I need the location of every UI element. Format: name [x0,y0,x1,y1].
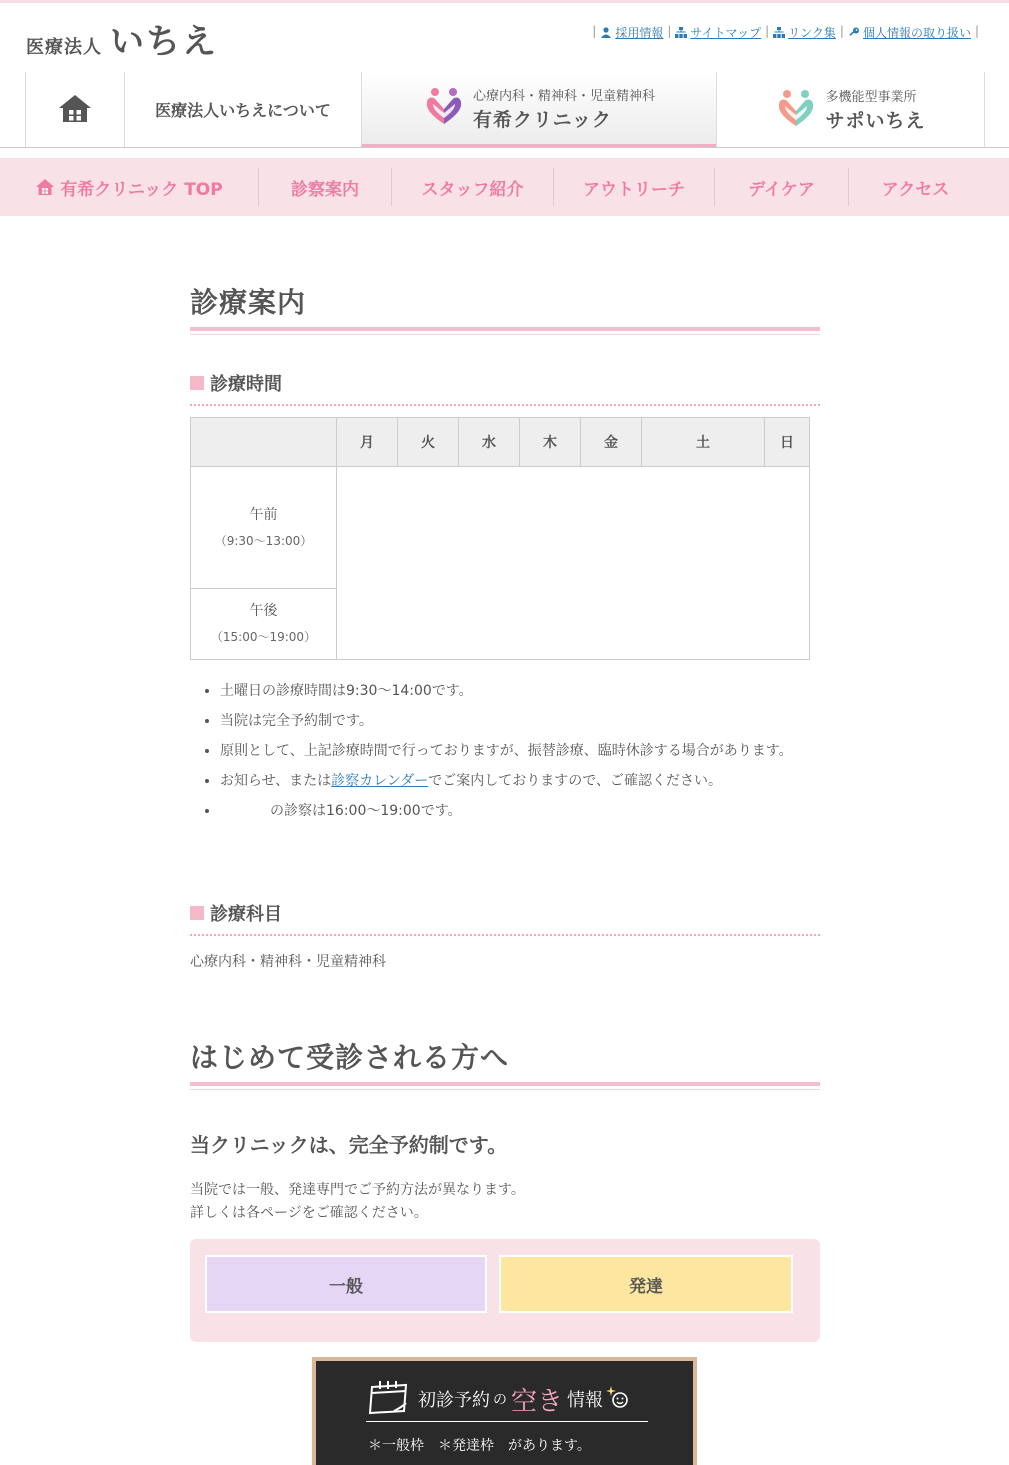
list-item: • 土曜日の診療時間は9:30〜14:00です。 [220,679,820,704]
hours-notes-list [190,679,820,829]
person-icon [600,27,612,38]
list-item: • の診察は16:00〜19:00です。 [220,799,820,824]
key-icon [848,27,860,38]
hours-table [190,417,810,660]
subnav-staff[interactable]: スタッフ紹介 [391,168,553,206]
logo-small-text: 医療法人 [26,37,102,58]
list-item: • 当院は完全予約制です。 [220,709,820,734]
day-header: 水 [459,418,520,467]
am-time: （9:30〜13:00） [214,533,313,548]
home-icon [58,93,92,127]
calendar-link[interactable]: 診察カレンダー [331,773,429,789]
general-reservation-button[interactable]: 一般 [205,1255,487,1313]
list-item: • お知らせ、または診察カレンダーでご案内しておりますので、ご確認ください。 [220,769,820,794]
day-header: 木 [520,418,581,467]
sparkle-smiley-icon [605,1384,631,1414]
subnav-guide[interactable]: 診察案内 [258,168,391,206]
availability-board-banner[interactable] [312,1357,697,1465]
main-navigation [25,72,985,147]
calendar-icon [366,1377,412,1421]
hours-heading: 診療時間 [190,370,820,406]
board-note: ＊一般枠 ＊発達枠 があります。 [368,1438,591,1454]
about-nav-item[interactable] [124,72,361,147]
clinic-nav-item[interactable] [361,72,716,147]
pm-time: （15:00〜19:00） [210,630,317,644]
about-nav-label: 医療法人いちえについて [155,101,331,120]
clinic-sub-navigation [0,158,1009,216]
sapo-nav-item[interactable] [716,72,985,147]
sitemap-icon [773,27,785,38]
privacy-link[interactable]: 個人情報の取り扱い [848,24,971,41]
clinic-subtitle: 心療内科・精神科・児童精神科 [472,88,655,104]
subnav-access[interactable]: アクセス [848,168,982,206]
dept-heading: 診療科目 [190,900,820,936]
day-header: 月 [337,418,398,467]
site-logo[interactable] [26,14,218,63]
pm-schedule-cell [337,589,810,660]
list-item: • 原則として、上記診療時間で行っておりますが、振替診療、臨時休診する場合があります。 [220,739,820,764]
table-row [191,589,810,660]
top-accent-line [0,0,1009,3]
clinic-heart-logo-icon [423,85,465,131]
day-header: 日 [765,418,810,467]
heading-marker [190,906,204,920]
subnav-daycare[interactable]: デイケア [714,168,848,206]
board-title-highlight: 空き [511,1386,564,1417]
am-slot-cell [191,467,337,589]
day-header: 火 [398,418,459,467]
table-row [191,467,810,589]
board-title-part1: 初診予約 [418,1390,490,1411]
am-schedule-cell [337,467,810,589]
pm-slot-cell [191,589,337,660]
home-nav-button[interactable] [25,72,124,147]
heading-marker [190,376,204,390]
day-header: 土 [642,418,765,467]
guide-title: 診療案内 [190,281,820,331]
sapo-subtitle: 多機能型事業所 [825,90,917,105]
am-label: 午前 [249,506,278,523]
reservation-type-panel [190,1239,820,1342]
first-visit-description: 当院では一般、発達専門でご予約方法が異なります。 詳しくは各ページをご確認ください。 [190,1182,525,1221]
subnav-clinic-top[interactable]: 有希クリニック TOP [0,168,258,206]
subnav-outreach[interactable]: アウトリーチ [553,168,714,206]
first-visit-title: はじめて受診される方へ [190,1036,820,1086]
table-corner-cell [191,418,337,467]
developmental-reservation-button[interactable]: 発達 [499,1255,793,1313]
main-nav-divider [0,147,1009,148]
sapo-name: サポいちえ [825,110,926,132]
clinic-name: 有希クリニック [472,108,612,131]
table-header-row [191,418,810,467]
header-utility-links: | 採用情報 | サイトマップ | リンク集 | 個人情報の取り扱い | [592,24,979,40]
board-underline [366,1421,648,1422]
pm-label: 午後 [249,603,278,619]
sitemap-link[interactable]: サイトマップ [675,24,761,41]
logo-large-text: いちえ [110,22,218,62]
first-visit-subtitle: 当クリニックは、完全予約制です。 [190,1133,508,1157]
day-header: 金 [581,418,642,467]
board-title-part2: の [493,1392,507,1408]
sitemap-icon [675,27,687,38]
links-page-link[interactable]: リンク集 [773,24,836,41]
recruit-link[interactable]: 採用情報 [600,24,663,41]
sapo-heart-logo-icon [775,87,817,133]
dept-text: 心療内科・精神科・児童精神科 [190,954,386,970]
home-icon [35,178,55,196]
board-title-part4: 情報 [567,1390,604,1411]
